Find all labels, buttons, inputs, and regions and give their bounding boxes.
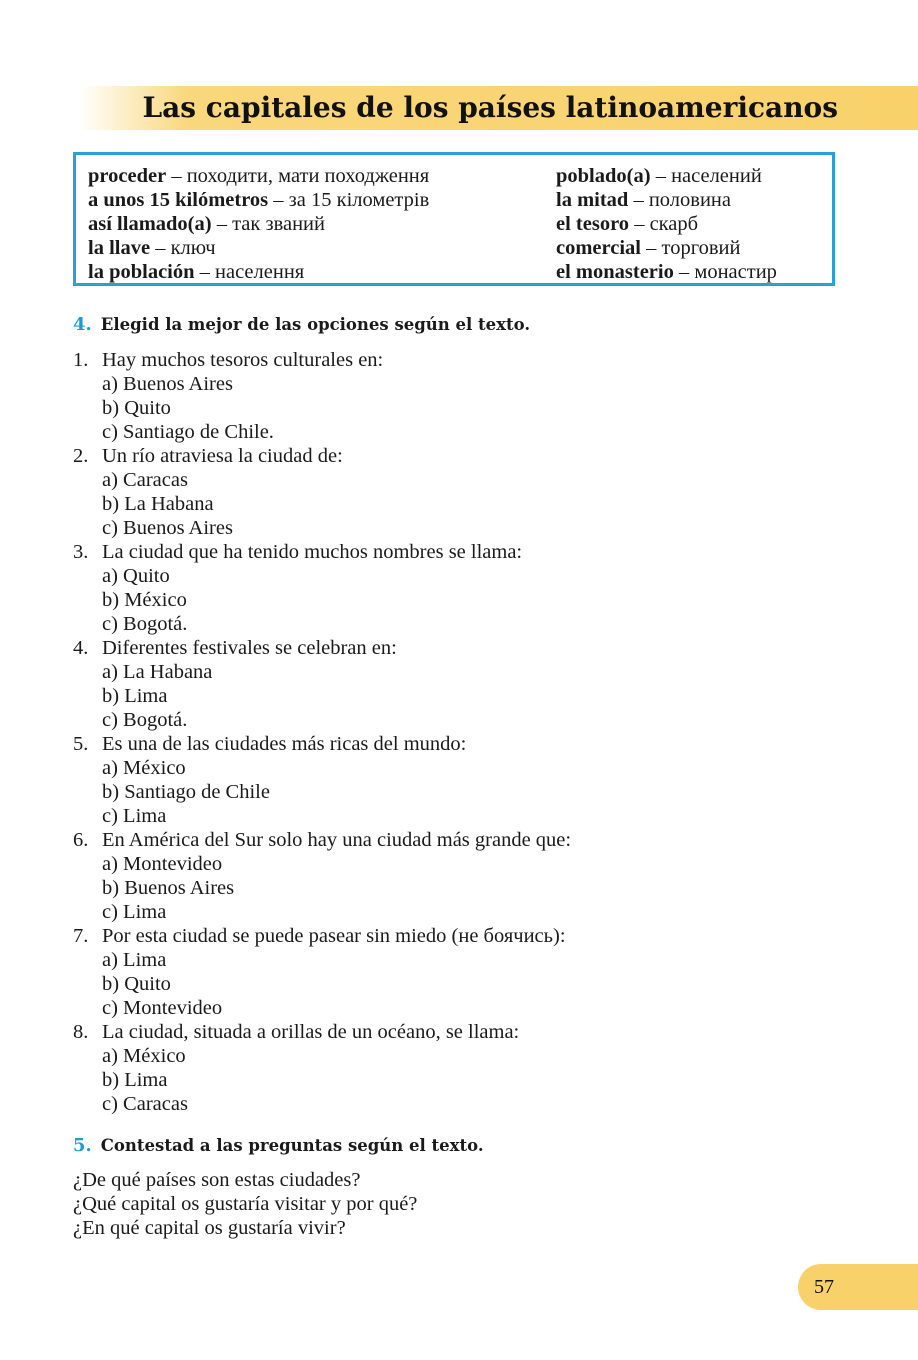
question-text: Es una de las ciudades más ricas del mundo: <box>102 733 467 755</box>
vocab-entry <box>556 212 777 236</box>
exercise-5-heading <box>73 1135 484 1156</box>
question-number: 1. <box>73 349 89 371</box>
vocabulary-column-right <box>556 164 777 284</box>
vocab-entry <box>556 164 777 188</box>
answer-option: a) La Habana <box>102 661 213 683</box>
question-text: Por esta ciudad se puede pasear sin miedo (не боячись): <box>102 925 566 947</box>
vocab-translation: – ключ <box>150 237 216 259</box>
answer-option: c) Caracas <box>102 1093 188 1115</box>
answer-option: b) México <box>102 589 187 611</box>
question-text-line <box>73 444 571 468</box>
vocab-translation: – торговий <box>641 237 741 259</box>
question-item <box>73 828 571 924</box>
question-text: La ciudad que ha tenido muchos nombres se llama: <box>102 541 523 563</box>
question-item <box>73 540 571 636</box>
vocab-translation: – половина <box>628 189 731 211</box>
answer-option: c) Lima <box>102 805 167 827</box>
answer-option: b) La Habana <box>102 493 214 515</box>
question-text: Diferentes festivales se celebran en: <box>102 637 397 659</box>
exercise-instruction: Elegid la mejor de las opciones según el texto. <box>100 315 531 334</box>
vocab-term: proceder <box>88 165 167 187</box>
vocab-term: poblado(a) <box>556 165 651 187</box>
vocab-term: así llamado(a) <box>88 213 212 235</box>
page-number: 57 <box>814 1276 834 1298</box>
vocab-entry <box>88 212 429 236</box>
vocab-term: el monasterio <box>556 261 674 283</box>
vocab-translation: – походити, мати походження <box>166 165 430 187</box>
question-number: 2. <box>73 445 89 467</box>
vocab-translation: – населення <box>194 261 305 283</box>
answer-option: a) Montevideo <box>102 853 223 875</box>
question-text: La ciudad, situada a orillas de un océano, se llama: <box>102 1021 520 1043</box>
vocab-translation: – за 15 кілометрів <box>268 189 430 211</box>
answer-option: a) Caracas <box>102 469 188 491</box>
question-text-line <box>73 924 571 948</box>
question-text-line <box>73 636 571 660</box>
open-question: ¿Qué capital os gustaría visitar y por qué? <box>73 1193 418 1215</box>
vocabulary-column-left <box>88 164 429 284</box>
question-number: 7. <box>73 925 89 947</box>
question-text: Hay muchos tesoros culturales en: <box>102 349 384 371</box>
question-text: Un río atraviesa la ciudad de: <box>102 445 343 467</box>
open-question: ¿De qué países son estas ciudades? <box>73 1169 361 1191</box>
open-question: ¿En qué capital os gustaría vivir? <box>73 1217 346 1239</box>
exercise-4-heading <box>73 314 530 335</box>
vocab-translation: – населений <box>650 165 762 187</box>
answer-option: c) Buenos Aires <box>102 517 233 539</box>
answer-option: b) Quito <box>102 973 171 995</box>
question-text-line <box>73 540 571 564</box>
exercise-5-questions <box>73 1168 417 1240</box>
vocab-term: a unos 15 kilómetros <box>88 189 269 211</box>
vocab-entry <box>88 260 429 284</box>
vocab-entry <box>556 260 777 284</box>
answer-option: c) Bogotá. <box>102 709 188 731</box>
answer-option: a) Buenos Aires <box>102 373 233 395</box>
vocabulary-box <box>73 152 835 286</box>
answer-option: b) Santiago de Chile <box>102 781 270 803</box>
question-text-line <box>73 1020 571 1044</box>
question-item <box>73 348 571 444</box>
exercise-4-questions <box>73 348 571 1116</box>
page-number-tab <box>798 1264 918 1310</box>
question-number: 8. <box>73 1021 89 1043</box>
answer-option: a) Quito <box>102 565 170 587</box>
vocab-entry <box>88 236 429 260</box>
answer-option: a) México <box>102 757 186 779</box>
answer-option: c) Lima <box>102 901 167 923</box>
vocab-entry <box>556 236 777 260</box>
answer-option: c) Santiago de Chile. <box>102 421 274 443</box>
vocab-term: la población <box>88 261 195 283</box>
question-item <box>73 444 571 540</box>
answer-option: b) Lima <box>102 1069 168 1091</box>
question-text: En América del Sur solo hay una ciudad más grande que: <box>102 829 572 851</box>
vocab-entry <box>556 188 777 212</box>
answer-option: a) México <box>102 1045 186 1067</box>
vocab-term: comercial <box>556 237 641 259</box>
answer-option: c) Bogotá. <box>102 613 188 635</box>
vocab-entry <box>88 164 429 188</box>
question-item <box>73 924 571 1020</box>
question-text-line <box>73 348 571 372</box>
title-band <box>78 86 918 130</box>
answer-option: c) Montevideo <box>102 997 223 1019</box>
vocab-term: la llave <box>88 237 151 259</box>
question-item <box>73 1020 571 1116</box>
vocab-translation: – скарб <box>629 213 699 235</box>
page-title: Las capitales de los países latinoamericanos <box>142 91 838 124</box>
answer-option: b) Lima <box>102 685 168 707</box>
question-item <box>73 732 571 828</box>
vocab-entry <box>88 188 429 212</box>
question-number: 6. <box>73 829 89 851</box>
question-text-line <box>73 828 571 852</box>
question-number: 5. <box>73 733 89 755</box>
question-number: 4. <box>73 637 89 659</box>
question-item <box>73 636 571 732</box>
question-text-line <box>73 732 571 756</box>
answer-option: a) Lima <box>102 949 167 971</box>
exercise-number: 4. <box>73 314 92 335</box>
question-number: 3. <box>73 541 89 563</box>
exercise-number: 5. <box>73 1135 92 1156</box>
vocab-term: la mitad <box>556 189 629 211</box>
exercise-instruction: Contestad a las preguntas según el texto. <box>100 1136 484 1155</box>
answer-option: b) Buenos Aires <box>102 877 235 899</box>
vocab-translation: – монастир <box>673 261 777 283</box>
vocab-translation: – так званий <box>211 213 325 235</box>
answer-option: b) Quito <box>102 397 171 419</box>
vocab-term: el tesoro <box>556 213 630 235</box>
